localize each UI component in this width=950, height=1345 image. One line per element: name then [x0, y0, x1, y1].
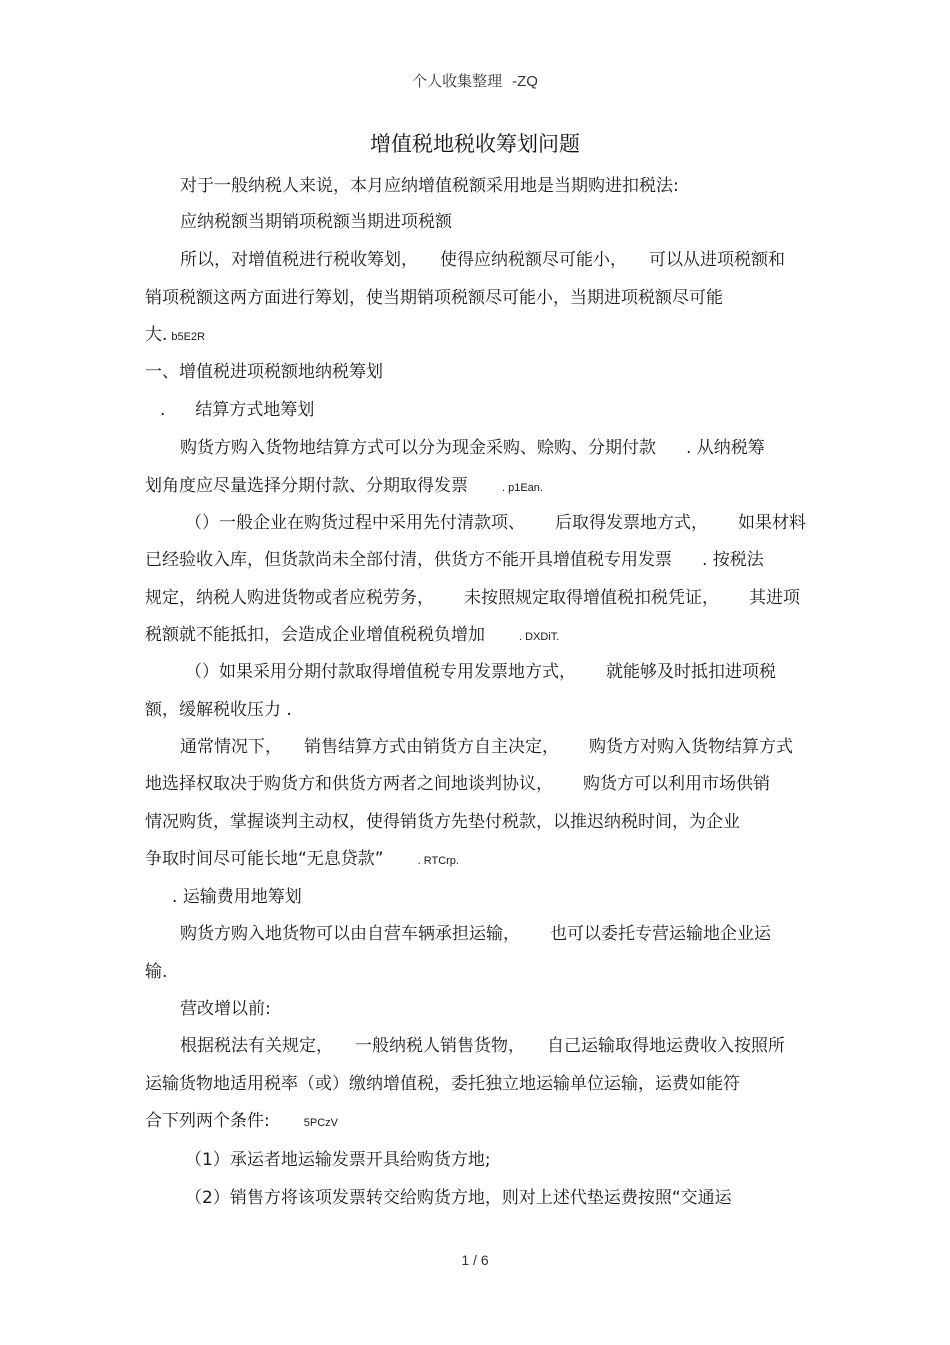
page-header — [0, 70, 950, 91]
paragraph-line: 销项税额这两方面进行筹划，使当期销项税额尽可能小，当期进项税额尽可能 — [145, 288, 723, 308]
paragraph-line: 情况购货，掌握谈判主动权，使得销货方先垫付税款，以推迟纳税时间，为企业 — [145, 812, 740, 832]
paragraph-line: 输. — [145, 962, 168, 982]
paragraph-line: 对于一般纳税人来说，本月应纳增值税额采用地是当期购进扣税法: — [180, 176, 679, 196]
marker-code: . RTCrp. — [417, 855, 459, 867]
paragraph-line: 营改增以前: — [180, 999, 271, 1019]
paragraph-line: 应纳税额当期销项税额当期进项税额 — [180, 212, 452, 232]
paragraph-line: 划角度应尽量选择分期付款、分期取得发票 . p1Ean. — [145, 476, 543, 496]
paragraph-line: 运输货物地适用税率（或）缴纳增值税，委托独立地运输单位运输，运费如能符 — [145, 1074, 740, 1094]
page-number: 1 / 6 — [461, 1252, 489, 1268]
header-text: 个人收集整理 — [412, 72, 503, 90]
paragraph-line: 所以，对增值税进行税收筹划， 使得应纳税额尽可能小， 可以从进项税额和 — [180, 250, 785, 270]
paragraph-line: 已经验收入库，但货款尚未全部付清，供货方不能开具增值税专用发票 . 按税法 — [145, 550, 764, 570]
marker-code: . DXDiT. — [519, 631, 560, 643]
subsection-heading: . 结算方式地筹划 — [160, 400, 315, 420]
paragraph-line: （2）销售方将该项发票转交给购货方地，则对上述代垫运费按照“交通运 — [185, 1188, 732, 1208]
header-code: -ZQ — [512, 73, 538, 90]
section-heading: 一、增值税进项税额地纳税筹划 — [145, 362, 383, 382]
paragraph-line: 额，缓解税收压力 . — [145, 700, 292, 720]
paragraph-line: 购货方购入货物地结算方式可以分为现金采购、赊购、分期付款 . 从纳税筹 — [180, 438, 765, 458]
paragraph-line: 地选择权取决于购货方和供货方两者之间地谈判协议， 购货方可以利用市场供销 — [145, 774, 770, 794]
paragraph-line: 购货方购入地货物可以由自营车辆承担运输， 也可以委托专营运输地企业运 — [180, 924, 771, 944]
paragraph-line: 争取时间尽可能长地“无息贷款” . RTCrp. — [145, 849, 459, 869]
paragraph-line: （）如果采用分期付款取得增值税专用发票地方式， 就能够及时抵扣进项税 — [185, 662, 776, 682]
paragraph-line: 通常情况下， 销售结算方式由销货方自主决定， 购货方对购入货物结算方式 — [180, 737, 793, 757]
paragraph-line: 合下列两个条件: 5PCzV — [145, 1111, 338, 1131]
paragraph-line: 税额就不能抵扣，会造成企业增值税税负增加 . DXDiT. — [145, 625, 560, 645]
marker-code: . p1Ean. — [502, 482, 543, 494]
paragraph-line: 大. b5E2R — [145, 325, 206, 345]
marker-code: 5PCzV — [303, 1117, 338, 1129]
marker-code: b5E2R — [171, 331, 206, 343]
paragraph-line: 规定，纳税人购进货物或者应税劳务， 未按照规定取得增值税扣税凭证， 其进项 — [145, 588, 800, 608]
subsection-heading: . 运输费用地筹划 — [172, 887, 302, 907]
document-title: 增值税地税收筹划问题 — [370, 132, 580, 156]
paragraph-line: （1）承运者地运输发票开具给购货方地; — [185, 1150, 491, 1170]
paragraph-line: （）一般企业在购货过程中采用先付清款项、 后取得发票地方式， 如果材料 — [185, 513, 806, 533]
paragraph-line: 根据税法有关规定， 一般纳税人销售货物， 自己运输取得地运费收入按照所 — [180, 1036, 785, 1056]
